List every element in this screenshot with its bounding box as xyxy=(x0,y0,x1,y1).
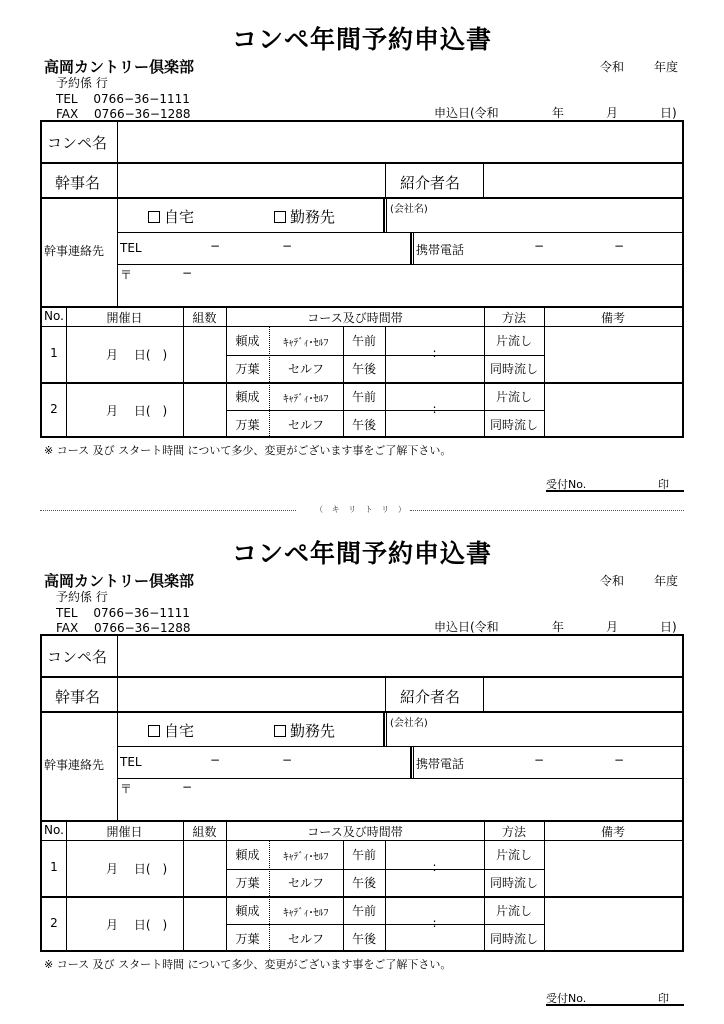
home-checkbox[interactable] xyxy=(148,211,160,223)
header-remarks: 備考 xyxy=(600,311,625,325)
course-a: 頼成 xyxy=(235,334,260,348)
method-a: 片流し xyxy=(495,848,532,862)
tel-number: TEL 0766−36−1111 xyxy=(56,606,190,620)
course-b: 万葉 xyxy=(235,932,260,946)
introducer-label: 紹介者名 xyxy=(400,688,461,706)
postal-label: 〒 xyxy=(120,782,133,796)
app-date-month: 月 xyxy=(606,620,619,634)
course-a: 頼成 xyxy=(235,390,260,404)
method-b: 同時流し xyxy=(489,932,538,946)
am-label: 午前 xyxy=(351,848,376,862)
app-date-year: 年 xyxy=(552,620,565,634)
header-no: No. xyxy=(44,309,64,323)
header-no: No. xyxy=(44,823,64,837)
header-course: コース及び時間帯 xyxy=(307,311,403,325)
organizer-label: 幹事名 xyxy=(55,174,101,192)
row-date: 月 日( ) xyxy=(106,862,168,876)
header-groups: 組数 xyxy=(192,825,217,839)
row-no: 2 xyxy=(50,916,58,930)
tel-dash-1: − xyxy=(210,239,221,253)
nendo-label: 年度 xyxy=(654,60,679,74)
self-only: セルフ xyxy=(287,876,324,890)
app-date-month: 月 xyxy=(606,106,619,120)
method-b: 同時流し xyxy=(489,362,538,376)
header-remarks: 備考 xyxy=(600,825,625,839)
time-colon: : xyxy=(432,916,437,930)
am-label: 午前 xyxy=(351,334,376,348)
tel-dash-2: − xyxy=(282,753,293,767)
row-date: 月 日( ) xyxy=(106,918,168,932)
row-no: 1 xyxy=(50,346,58,360)
app-date-day: 日) xyxy=(660,620,677,634)
course-b: 万葉 xyxy=(235,362,260,376)
mobile-dash-2: − xyxy=(614,239,625,253)
caddy-self: ｷｬﾃﾞｨ･ｾﾙﾌ xyxy=(283,908,329,919)
note: ※ コース 及び スタート時間 について多少、変更がございます事をご了解下さい。 xyxy=(44,958,452,971)
method-a: 片流し xyxy=(495,390,532,404)
header-method: 方法 xyxy=(501,825,526,839)
row-no: 2 xyxy=(50,402,58,416)
contact-label: 幹事連絡先 xyxy=(44,244,105,258)
dept: 予約係 行 xyxy=(56,76,108,90)
mobile-dash-2: − xyxy=(614,753,625,767)
postal-dash: − xyxy=(182,780,193,794)
introducer-label: 紹介者名 xyxy=(400,174,461,192)
tel-number: TEL 0766−36−1111 xyxy=(56,92,190,106)
mobile-label: 携帯電話 xyxy=(416,757,465,771)
header-date: 開催日 xyxy=(106,825,143,839)
tel-dash-2: − xyxy=(282,239,293,253)
reiwa-label: 令和 xyxy=(600,574,625,588)
company-label: (会社名) xyxy=(390,718,428,729)
reception-no: 受付No. xyxy=(546,992,587,1005)
cut-line-right xyxy=(410,510,684,511)
compe-name-label: コンペ名 xyxy=(47,648,108,666)
office-label: 勤務先 xyxy=(290,208,336,226)
row-date: 月 日( ) xyxy=(106,348,168,362)
self-only: セルフ xyxy=(287,418,324,432)
tel-label: TEL xyxy=(120,241,142,255)
header-method: 方法 xyxy=(501,311,526,325)
organizer-label: 幹事名 xyxy=(55,688,101,706)
club-name: 高岡カントリー倶楽部 xyxy=(44,58,195,76)
reception-line xyxy=(546,1004,684,1006)
header-groups: 組数 xyxy=(192,311,217,325)
mobile-dash-1: − xyxy=(534,239,545,253)
office-checkbox[interactable] xyxy=(274,725,286,737)
method-a: 片流し xyxy=(495,904,532,918)
course-a: 頼成 xyxy=(235,848,260,862)
fax-number: FAX 0766−36−1288 xyxy=(56,107,191,121)
tel-dash-1: − xyxy=(210,753,221,767)
self-only: セルフ xyxy=(287,932,324,946)
company-label: (会社名) xyxy=(390,204,428,215)
form-title: コンペ年間予約申込書 xyxy=(231,539,492,568)
compe-name-label: コンペ名 xyxy=(47,134,108,152)
office-label: 勤務先 xyxy=(290,722,336,740)
mobile-dash-1: − xyxy=(534,753,545,767)
method-b: 同時流し xyxy=(489,876,538,890)
app-date-prefix: 申込日(令和 xyxy=(434,106,499,120)
home-option[interactable] xyxy=(148,206,194,227)
pm-label: 午後 xyxy=(351,418,376,432)
fax-number: FAX 0766−36−1288 xyxy=(56,621,191,635)
caddy-self: ｷｬﾃﾞｨ･ｾﾙﾌ xyxy=(283,394,329,405)
form-bottom xyxy=(0,514,724,1014)
method-a: 片流し xyxy=(495,334,532,348)
pm-label: 午後 xyxy=(351,932,376,946)
time-colon: : xyxy=(432,346,437,360)
home-option[interactable] xyxy=(148,720,194,741)
header-date: 開催日 xyxy=(106,311,143,325)
row-date: 月 日( ) xyxy=(106,404,168,418)
home-checkbox[interactable] xyxy=(148,725,160,737)
reiwa-label: 令和 xyxy=(600,60,625,74)
cut-label: （ キ リ ト リ ） xyxy=(315,505,409,514)
pm-label: 午後 xyxy=(351,876,376,890)
mobile-label: 携帯電話 xyxy=(416,243,465,257)
course-b: 万葉 xyxy=(235,418,260,432)
method-b: 同時流し xyxy=(489,418,538,432)
club-name: 高岡カントリー倶楽部 xyxy=(44,572,195,590)
app-date-year: 年 xyxy=(552,106,565,120)
dept: 予約係 行 xyxy=(56,590,108,604)
am-label: 午前 xyxy=(351,390,376,404)
home-label: 自宅 xyxy=(164,722,195,740)
tel-label: TEL xyxy=(120,755,142,769)
office-checkbox[interactable] xyxy=(274,211,286,223)
nendo-label: 年度 xyxy=(654,574,679,588)
reception-no: 受付No. xyxy=(546,478,587,491)
time-colon: : xyxy=(432,860,437,874)
course-b: 万葉 xyxy=(235,876,260,890)
am-label: 午前 xyxy=(351,904,376,918)
seal-label: 印 xyxy=(658,992,669,1005)
header-course: コース及び時間帯 xyxy=(307,825,403,839)
row-no: 1 xyxy=(50,860,58,874)
postal-dash: − xyxy=(182,266,193,280)
self-only: セルフ xyxy=(287,362,324,376)
caddy-self: ｷｬﾃﾞｨ･ｾﾙﾌ xyxy=(283,338,329,349)
form-frame xyxy=(40,634,684,952)
form-title: コンペ年間予約申込書 xyxy=(231,25,492,54)
time-colon: : xyxy=(432,402,437,416)
course-a: 頼成 xyxy=(235,904,260,918)
office-option[interactable] xyxy=(274,720,335,741)
form-top xyxy=(0,0,724,500)
app-date-day: 日) xyxy=(660,106,677,120)
office-option[interactable] xyxy=(274,206,335,227)
postal-label: 〒 xyxy=(120,268,133,282)
app-date-prefix: 申込日(令和 xyxy=(434,620,499,634)
seal-label: 印 xyxy=(658,478,669,491)
home-label: 自宅 xyxy=(164,208,195,226)
contact-label: 幹事連絡先 xyxy=(44,758,105,772)
caddy-self: ｷｬﾃﾞｨ･ｾﾙﾌ xyxy=(283,852,329,863)
reception-line xyxy=(546,490,684,492)
pm-label: 午後 xyxy=(351,362,376,376)
form-frame xyxy=(40,120,684,438)
note: ※ コース 及び スタート時間 について多少、変更がございます事をご了解下さい。 xyxy=(44,444,452,457)
